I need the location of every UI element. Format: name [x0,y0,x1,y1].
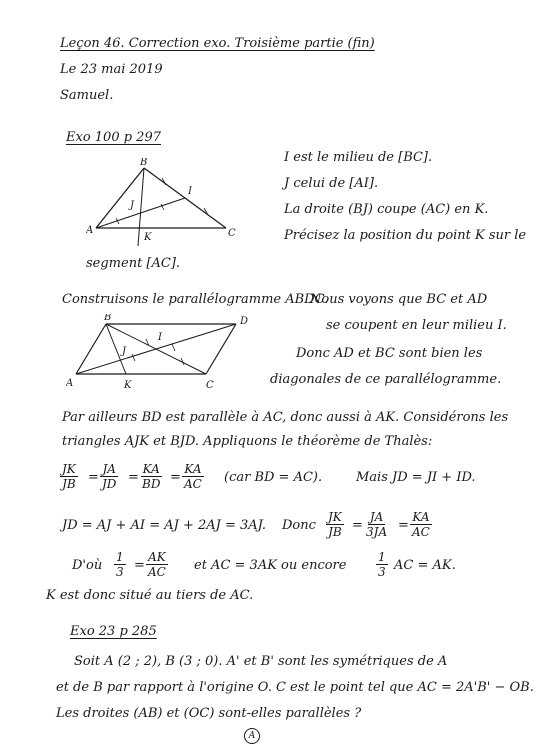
fig2-label-b: B [104,314,112,323]
statement-line-2: J celui de [AI]. [284,176,379,191]
observe-line-3: Donc AD et BC sont bien les [296,346,483,361]
eq2-frac-2: $\frac{JA}{3JA}$ [366,510,388,539]
statement-line-3: La droite (BJ) coupe (AC) en K. [284,202,489,217]
lesson-title: Leçon 46. Correction exo. Troisième partie (fin) [60,36,375,51]
page-number: A [244,728,260,744]
fig2-label-i: I [158,332,162,343]
fig1-label-a: A [86,225,94,236]
exo2-line-2: et de B par rapport à l'origine O. C est le point tel que AC = 2A'B' − OB. [56,680,534,695]
eq3-frac-2: $\frac{AK}{AC}$ [148,550,166,579]
statement-line-1: I est le milieu de [BC]. [284,150,433,165]
eq3-frac-end: $\frac{1}{3}$ [378,550,386,579]
fig2-label-d: D [240,316,249,327]
eq1-frac-3: $\frac{KA}{BD}$ [142,462,161,491]
statement-line-4: Précisez la position du point K sur le [284,228,527,243]
eq3-rest: et AC = 3AK ou encore [194,558,347,573]
eq1-frac-4: $\frac{KA}{AC}$ [184,462,202,491]
eq2-frac-1: $\frac{JK}{JB}$ [328,510,342,539]
observe-line-1: Nous voyons que BC et AD [310,292,488,307]
eq2-frac-3: $\frac{KA}{AC}$ [412,510,430,539]
fig1-label-b: B [140,158,148,168]
notebook-page: Leçon 46. Correction exo. Troisième partie (fin) Le 23 mai 2019 Samuel. Exo 100 p 297 B I J A K C I est le milieu de [BC]. J celui de [AI]. La droite (BJ) coupe (AC) en K. Précisez la position du point K sur le segment [AC]. Construisons le parallélogramme ABDC. B D I J A K C Nous voyons que BC et AD se coupent en leur milieu I. Donc AD et BC sont bien les diagonales de ce parallélogramme. Par ailleurs BD est parallèle à AC, donc aussi à AK. Considérons les triangles AJK et BJD. Appliquons le théorème de Thalès: $\frac{JK}{JB}$ = $\frac{JA}{JD}$ = $\frac{KA}{BD}$ = $\frac{KA}{AC}$ (car BD = AC). Mais JD = JI + ID. JD = AJ + AI = AJ + 2AJ = 3AJ. Donc $\frac{JK}{JB}$ = $\frac{JA}{3JA}$ = $\frac{KA}{AC}$ D'où $\frac{1}{3}$ = $\frac{AK}{AC}$ et AC = 3AK ou encore $\frac{1}{3}$ AC = AK. K est donc situé au tiers de AC. Exo 23 p 285 Soit A (2 ; 2), B (3 ; 0). A' et B' sont les symétriques de A et de B par rapport à l'origine O. C est le point tel que AC = 2A'B' − OB. Les droites (AB) et (OC) sont-elles parallèles ? A [0,0,544,750]
construct-line: Construisons le parallélogramme ABDC. [62,292,329,307]
eq1-frac-2: $\frac{JA}{JD}$ [102,462,117,491]
eq1-note: (car BD = AC). [224,470,323,485]
fig1-label-k: K [144,232,152,243]
figure-triangle [86,158,246,258]
fig2-label-j: J [122,346,127,357]
eq3-end: AC = AK. [394,558,456,573]
fig2-label-c: C [206,380,214,391]
fig1-label-i: I [188,186,192,197]
fig1-label-c: C [228,228,236,239]
statement-line-5: segment [AC]. [86,256,181,271]
exo2-line-1: Soit A (2 ; 2), B (3 ; 0). A' et B' sont les symétriques de A [74,654,448,669]
exo2-heading: Exo 23 p 285 [70,624,157,639]
conclusion: K est donc situé au tiers de AC. [46,588,254,603]
author: Samuel. [60,88,114,103]
date: Le 23 mai 2019 [60,62,163,77]
eq2-lhs: JD = AJ + AI = AJ + 2AJ = 3AJ. [62,518,267,533]
exo1-heading: Exo 100 p 297 [66,130,161,145]
exo2-line-3: Les droites (AB) et (OC) sont-elles parallèles ? [56,706,362,721]
figure-parallelogram [66,314,256,394]
eq3-dou: D'où [72,558,103,573]
observe-line-2: se coupent en leur milieu I. [326,318,507,333]
observe-line-4: diagonales de ce parallélogramme. [270,372,502,387]
thales-line-1: Par ailleurs BD est parallèle à AC, donc aussi à AK. Considérons les [62,410,509,425]
eq1-frac-1: $\frac{JK}{JB}$ [62,462,76,491]
eq2-donc: Donc [282,518,316,533]
fig2-label-k: K [124,380,132,391]
fig1-label-j: J [130,200,135,211]
eq3-frac-1: $\frac{1}{3}$ [116,550,124,579]
fig2-label-a: A [66,378,74,389]
thales-line-2: triangles AJK et BJD. Appliquons le théorème de Thalès: [62,434,433,449]
eq1-mais: Mais JD = JI + ID. [356,470,476,485]
